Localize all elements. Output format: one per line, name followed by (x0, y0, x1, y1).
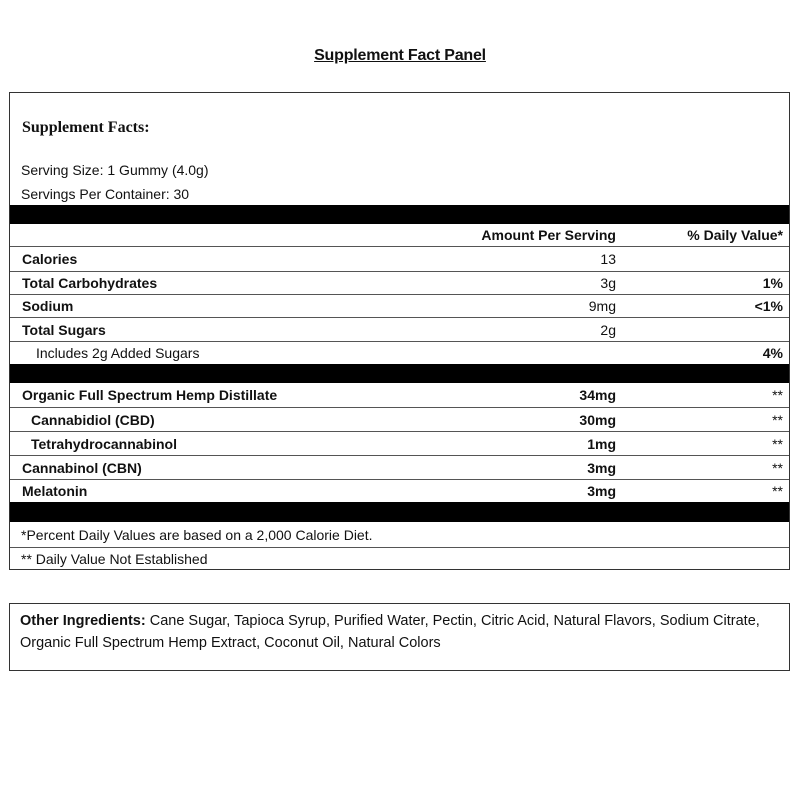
footnote (10, 522, 789, 547)
divider-band (10, 364, 789, 383)
ingredients-label: Other Ingredients: (20, 613, 146, 629)
active-row (10, 383, 789, 407)
nutrient-dv: 1% (762, 275, 783, 291)
footnote-text: ** Daily Value Not Established (21, 550, 208, 567)
nutrient-row (10, 294, 789, 317)
active-dv: ** (772, 411, 783, 428)
active-row (10, 407, 789, 431)
active-amount: 34mg (579, 387, 616, 403)
other-ingredients-box (9, 603, 790, 671)
active-amount: 3mg (587, 459, 616, 476)
column-header-amount: Amount Per Serving (481, 227, 616, 243)
nutrient-amount: 2g (600, 321, 616, 338)
active-row (10, 479, 789, 502)
column-header-row (10, 224, 789, 246)
active-amount: 3mg (587, 483, 616, 499)
nutrient-amount: 13 (600, 251, 616, 267)
servings-per-container: Servings Per Container: 30 (21, 186, 190, 202)
active-name: Melatonin (22, 483, 88, 499)
nutrient-name: Total Carbohydrates (22, 275, 158, 291)
footnote-text: *Percent Daily Values are based on a 2,000 Calorie Diet. (21, 526, 373, 543)
nutrient-name: Total Sugars (22, 321, 106, 338)
nutrient-row (10, 341, 789, 364)
divider-band (10, 205, 789, 224)
active-dv: ** (772, 483, 783, 499)
nutrient-dv: 4% (762, 345, 783, 361)
nutrient-row (10, 317, 789, 341)
active-amount: 30mg (579, 411, 616, 428)
nutrient-name: Calories (22, 251, 78, 267)
active-row (10, 455, 789, 479)
nutrient-amount: 9mg (588, 298, 616, 314)
serving-size: Serving Size: 1 Gummy (4.0g) (21, 162, 209, 178)
supplement-facts-panel (9, 92, 790, 570)
active-name: Organic Full Spectrum Hemp Distillate (22, 387, 278, 403)
nutrient-row (10, 246, 789, 271)
active-name: Cannabinol (CBN) (22, 459, 142, 476)
active-name: Tetrahydrocannabinol (31, 435, 177, 452)
column-header-daily-value: % Daily Value* (687, 227, 783, 243)
active-name: Cannabidiol (CBD) (31, 411, 155, 428)
nutrient-amount: 3g (600, 275, 616, 291)
active-dv: ** (772, 387, 783, 403)
nutrient-name: Sodium (22, 298, 74, 314)
nutrient-dv: <1% (754, 298, 783, 314)
active-row (10, 431, 789, 455)
nutrient-row (10, 271, 789, 294)
ingredients-text: Cane Sugar, Tapioca Syrup, Purified Water, Pectin, Citric Acid, Natural Flavors, Sodium Citrate, Organic Full Spectrum Hemp Extract, Coconut Oil, Natural Colors (20, 613, 760, 651)
active-dv: ** (772, 459, 783, 476)
divider-band (10, 502, 789, 522)
facts-heading: Supplement Facts: (22, 119, 150, 136)
active-amount: 1mg (587, 435, 616, 452)
page-title: Supplement Fact Panel (314, 47, 486, 64)
footnote (10, 547, 789, 569)
active-dv: ** (772, 435, 783, 452)
nutrient-name: Includes 2g Added Sugars (36, 345, 200, 361)
